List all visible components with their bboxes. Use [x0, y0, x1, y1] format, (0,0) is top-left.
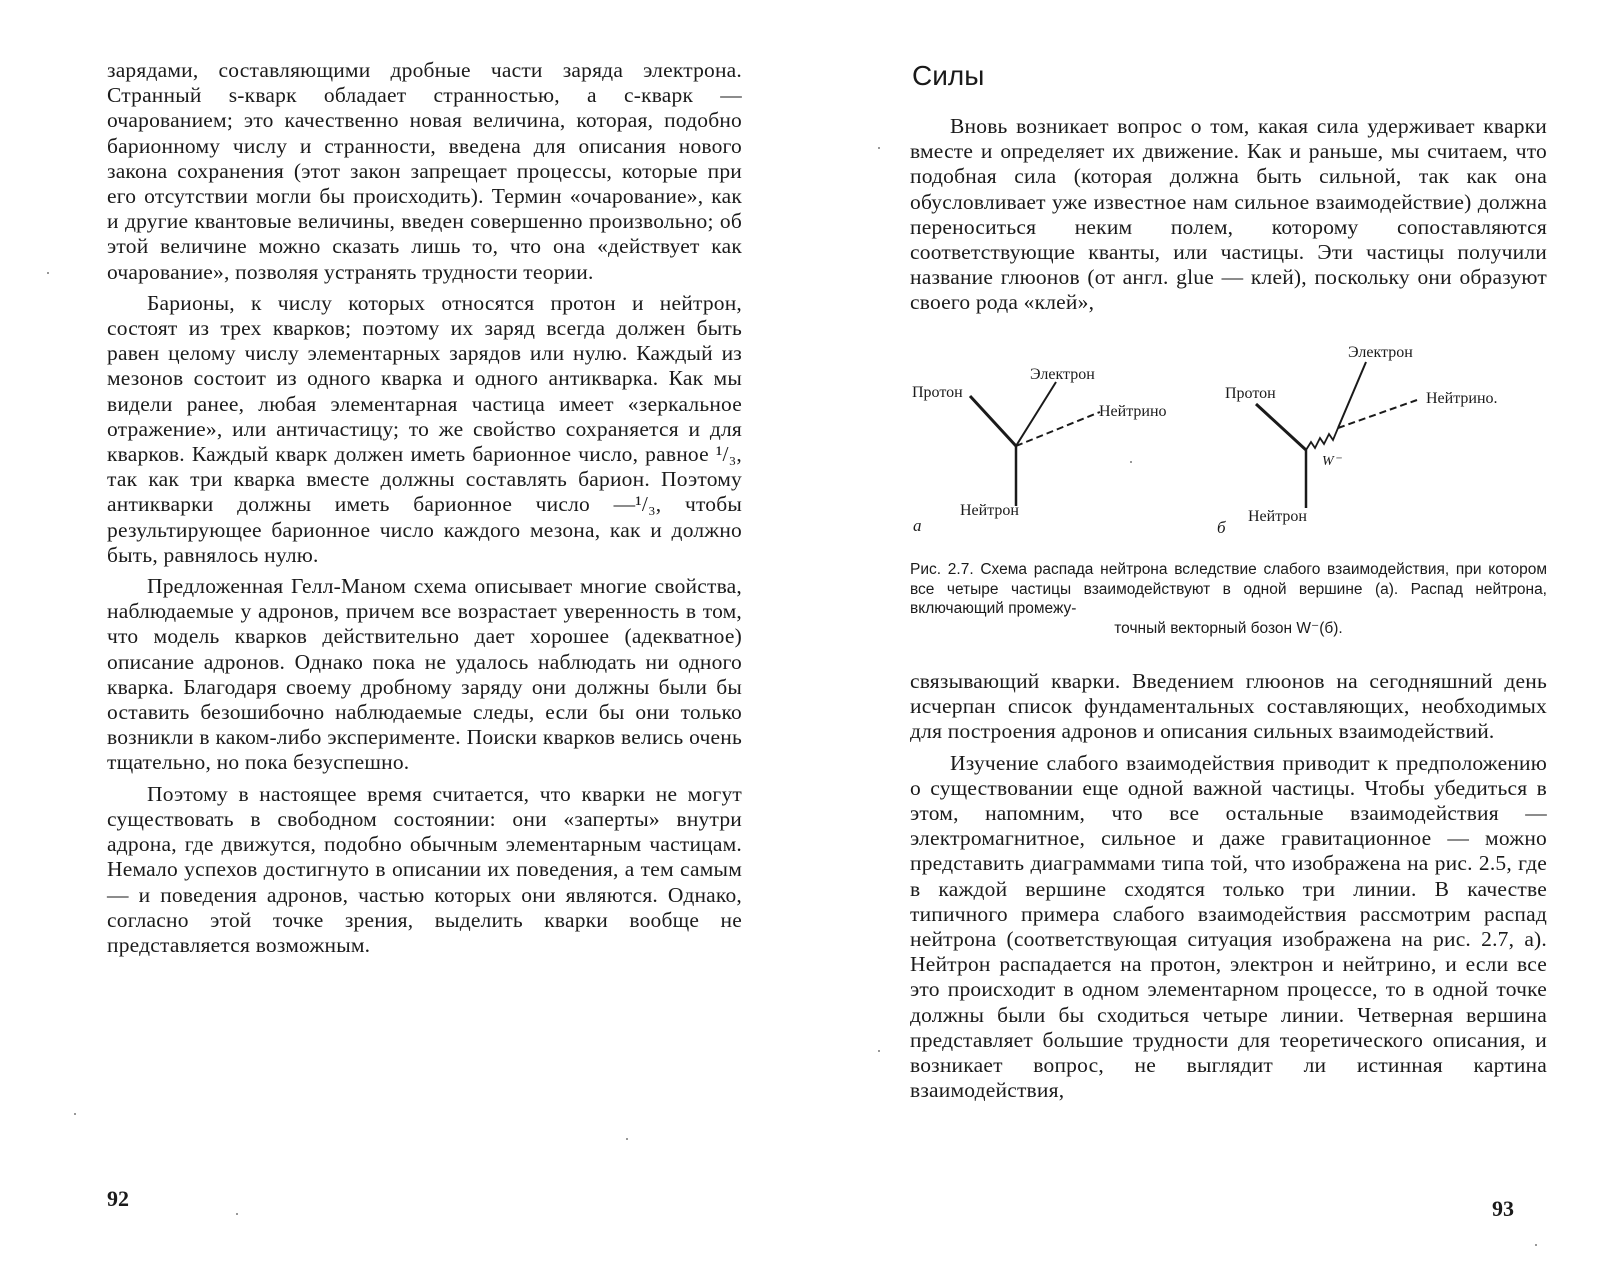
- neutrino-line: [1338, 400, 1417, 428]
- left-page-text: [107, 58, 742, 958]
- caption-text: Рис. 2.7. Схема распада нейтрона вследствие слабого взаимодействия, при котором все четыре частицы взаимодействуют в одной вершине (а). Распад нейтрона, включающий промежу-: [910, 561, 1547, 617]
- diagram-a-lines: [970, 382, 1100, 506]
- proton-line: [970, 396, 1016, 446]
- electron-line: [1338, 362, 1366, 428]
- figure-neutron-decay: [910, 344, 1547, 553]
- label-subfig-b: б: [1217, 518, 1226, 537]
- electron-line: [1016, 382, 1056, 446]
- scan-speck: [878, 1050, 880, 1052]
- paragraph: Изучение слабого взаимодействия приводит к предположению о существовании еще одной важной частицы. Чтобы убедиться в этом, напомним, что все остальные взаимодействия — электромагнитное, сильное и даже гравитационное — можно представить диаграммами типа той, что изображена на рис. 2.5, где в каждой вершине сходятся только три линии. В качестве типичного примера слабого взаимодействия рассмотрим распад нейтрона (соответствующая ситуация изображена на рис. 2.7, а). Нейтрон распадается на протон, электрон и нейтрино, и если все это происходит в одном элементарном процессе, то в одной точке должны были бы сходиться четыре линии. Четверная вершина представляет большие трудности для теоретического описания, и возникает вопрос, не выглядит ли истинная картина взаимодействия,: [910, 750, 1547, 1103]
- scan-speck: [74, 1113, 76, 1115]
- label-proton: Протон: [1225, 385, 1276, 402]
- paragraph: Поэтому в настоящее время считается, что кварки не могут существовать в свободном состоянии: они «заперты» внутри адрона, где движутся, подобно обычным элементарным частицам. Немало успехов достигнуто в описании их поведения, а тем самым — и поведения адронов, частью которых они являются. Однако, согласно этой точке зрения, выделить кварки вообще не представляется возможным.: [107, 781, 742, 957]
- label-neutron: Нейтрон: [960, 502, 1019, 519]
- label-electron: Электрон: [1030, 366, 1095, 383]
- paragraph: связывающий кварки. Введением глюонов на сегодняшний день исчерпан список фундаментальных составляющих, необходимых для построения адронов и описания сильных взаимодействий.: [910, 669, 1547, 744]
- section-heading: Силы: [912, 60, 985, 91]
- label-w-boson: W⁻: [1322, 454, 1342, 469]
- label-neutron: Нейтрон: [1248, 508, 1307, 525]
- right-page: [800, 0, 1600, 1275]
- label-electron: Электрон: [1348, 344, 1413, 361]
- feynman-diagrams: [910, 348, 1547, 553]
- label-subfig-a: а: [913, 516, 922, 535]
- scan-speck: [626, 1138, 628, 1140]
- diagram-b-lines: [1256, 362, 1417, 508]
- label-neutrino: Нейтрино: [1099, 403, 1167, 420]
- neutrino-line: [1016, 412, 1100, 446]
- page-number: 93: [1492, 1196, 1514, 1221]
- caption-text-last-line: точный векторный бозон W⁻(б).: [1114, 619, 1343, 637]
- scan-speck: [1535, 1244, 1537, 1246]
- scan-speck: [47, 272, 49, 274]
- figure-caption: [910, 560, 1547, 638]
- right-page-text-bottom: [910, 669, 1547, 1103]
- paragraph: Предложенная Гелл-Маном схема описывает многие свойства, наблюдаемые у адронов, причем все возрастает уверенность в том, что модель кварков действительно дает хорошее (адекватное) описание адронов. Однако пока не удалось наблюдать ни одного кварка. Благодаря своему дробному заряду они должны были бы оставить безошибочно наблюдаемые следы, если бы они только возникли в каком-либо эксперименте. Поиски кварков велись очень тщательно, но пока безуспешно.: [107, 574, 742, 775]
- page-number: 92: [107, 1186, 129, 1211]
- w-boson-line: [1306, 428, 1338, 450]
- paragraph: Барионы, к числу которых относятся протон и нейтрон, состоят из трех кварков; поэтому их заряд всегда должен быть равен целому числу элементарных зарядов или нулю. Каждый из мезонов состоит из одного кварка и одного антикварка. Как мы видели ранее, любая элементарная частица имеет «зеркальное отражение», или античастицу; то же свойство сохраняется и для кварков. Каждый кварк должен иметь барионное число, равное ¹/₃, так как три кварка вместе должны составлять барион. Поэтому антикварки должны иметь барионное число —¹/₃, чтобы результирующее барионное число каждого мезона, как и должно быть, равнялось нулю.: [107, 290, 742, 567]
- paragraph: Вновь возникает вопрос о том, какая сила удерживает кварки вместе и определяет их движение. Как и раньше, мы считаем, что подобная сила (которая должна быть сильной, так как она обусловливает уже известное нам сильное взаимодействие) должна переноситься неким полем, которому сопоставляются соответствующие кванты, или частицы. Эти частицы получили название глюонов (от англ. glue — клей), поскольку они образуют своего рода «клей»,: [910, 114, 1547, 315]
- scan-speck: [878, 147, 880, 149]
- label-proton: Протон: [912, 384, 963, 401]
- label-neutrino: Нейтрино.: [1426, 390, 1498, 407]
- proton-line: [1256, 404, 1306, 450]
- paragraph: зарядами, составляющими дробные части заряда электрона. Странный s-кварк обладает странностью, а c-кварк — очарованием; это качественно новая величина, которая, подобно барионному числу и странности, введена для описания нового закона сохранения (этот закон запрещает процессы, которые при его отсутствии могли бы происходить). Термин «очарование», как и другие квантовые величины, введен совершенно произвольно; об этой величине можно сказать лишь то, что она «действует как очарование», позволяя устранять трудности теории.: [107, 58, 742, 284]
- scan-speck: [1130, 461, 1132, 463]
- right-page-text-top: [910, 114, 1547, 316]
- scan-speck: [236, 1213, 238, 1215]
